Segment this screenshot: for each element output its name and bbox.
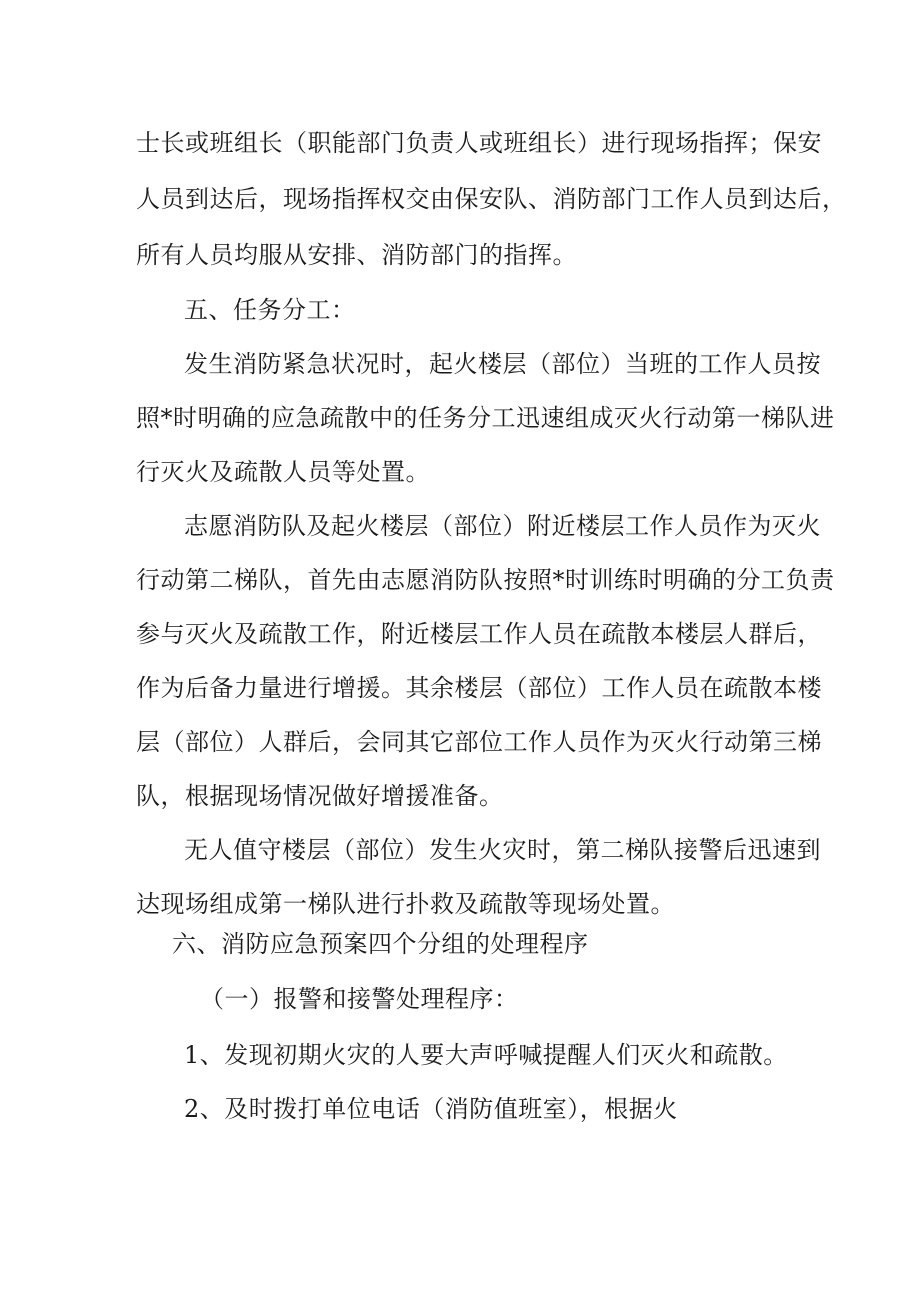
- paragraph-line: 人员到达后，现场指挥权交由保安队、消防部门工作人员到达后，: [136, 185, 847, 213]
- section-heading: 五、任务分工：: [184, 296, 356, 324]
- paragraph-line: 作为后备力量进行增援。其余楼层（部位）工作人员在疏散本楼: [136, 674, 822, 702]
- paragraph-line: 无人值守楼层（部位）发生火灾时，第二梯队接警后迅速到: [184, 836, 821, 864]
- paragraph-line: 发生消防紧急状况时，起火楼层（部位）当班的工作人员按: [184, 350, 821, 378]
- subsection-heading: （一）报警和接警处理程序：: [200, 985, 519, 1013]
- paragraph-line: 层（部位）人群后，会同其它部位工作人员作为灭火行动第三梯: [136, 728, 822, 756]
- paragraph-line: 照*时明确的应急疏散中的任务分工迅速组成灭火行动第一梯队进: [136, 404, 835, 432]
- list-item: 1、发现初期火灾的人要大声呼喊提醒人们灭火和疏散。: [184, 1041, 788, 1069]
- list-item: 2、及时拨打单位电话（消防值班室），根据火: [184, 1095, 678, 1123]
- paragraph-line: 行灭火及疏散人员等处置。: [136, 458, 430, 486]
- paragraph-line: 队，根据现场情况做好增援准备。: [136, 782, 504, 810]
- section-heading: 六、消防应急预案四个分组的处理程序: [172, 930, 589, 958]
- paragraph-line: 士长或班组长（职能部门负责人或班组长）进行现场指挥；保安: [136, 129, 822, 157]
- paragraph-line: 所有人员均服从安排、消防部门的指挥。: [136, 241, 577, 269]
- paragraph-line: 参与灭火及疏散工作，附近楼层工作人员在疏散本楼层人群后，: [136, 620, 822, 648]
- paragraph-line: 志愿消防队及起火楼层（部位）附近楼层工作人员作为灭火: [184, 512, 821, 540]
- paragraph-line: 达现场组成第一梯队进行扑救及疏散等现场处置。: [136, 890, 675, 918]
- paragraph-line: 行动第二梯队，首先由志愿消防队按照*时训练时明确的分工负责: [136, 566, 835, 594]
